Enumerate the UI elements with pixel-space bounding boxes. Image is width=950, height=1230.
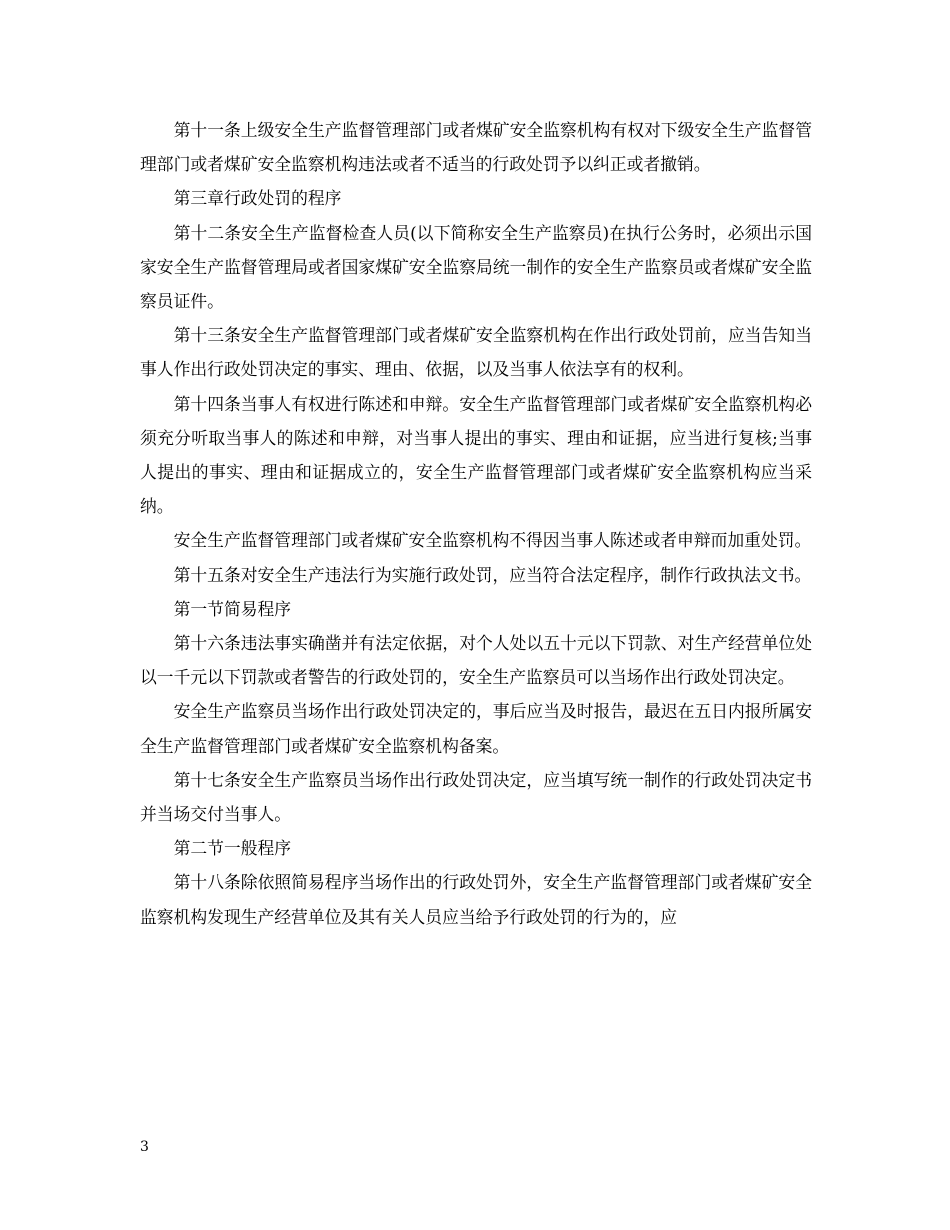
paragraph-article-16-continued: 安全生产监察员当场作出行政处罚决定的，事后应当及时报告，最迟在五日内报所属安全生产监督管理部门或者煤矿安全监察机构备案。 — [140, 701, 812, 756]
section-heading-2: 第二节一般程序 — [173, 838, 292, 859]
paragraph-article-14-continued: 安全生产监督管理部门或者煤矿安全监察机构不得因当事人陈述或者申辩而加重处罚。 — [173, 530, 812, 551]
document-body — [140, 113, 812, 934]
chapter-heading-3: 第三章行政处罚的程序 — [173, 188, 342, 209]
paragraph-article-18: 第十八条除依照简易程序当场作出的行政处罚外，安全生产监督管理部门或者煤矿安全监察机构发现生产经营单位及其有关人员应当给予行政处罚的行为的，应 — [140, 872, 812, 927]
paragraph-article-17: 第十七条安全生产监察员当场作出行政处罚决定，应当填写统一制作的行政处罚决定书并当场交付当事人。 — [140, 769, 812, 825]
paragraph-article-16: 第十六条违法事实确凿并有法定依据，对个人处以五十元以下罚款、对生产经营单位处以一千元以下罚款或者警告的行政处罚的，安全生产监察员可以当场作出行政处罚决定。 — [140, 633, 812, 688]
paragraph-article-11: 第十一条上级安全生产监督管理部门或者煤矿安全监察机构有权对下级安全生产监督管理部门或者煤矿安全监察机构违法或者不适当的行政处罚予以纠正或者撤销。 — [140, 120, 812, 175]
page-number: 3 — [140, 1139, 149, 1155]
paragraph-article-14: 第十四条当事人有权进行陈述和申辩。安全生产监督管理部门或者煤矿安全监察机构必须充分听取当事人的陈述和申辩，对当事人提出的事实、理由和证据，应当进行复核;当事人提出的事实、理由和证据成立的，安全生产监督管理部门或者煤矿安全监察机构应当采纳。 — [140, 393, 812, 517]
paragraph-article-13: 第十三条安全生产监督管理部门或者煤矿安全监察机构在作出行政处罚前，应当告知当事人作出行政处罚决定的事实、理由、依据，以及当事人依法享有的权利。 — [140, 325, 812, 380]
paragraph-article-15: 第十五条对安全生产违法行为实施行政处罚，应当符合法定程序，制作行政执法文书。 — [173, 564, 812, 585]
paragraph-article-12: 第十二条安全生产监督检查人员(以下简称安全生产监察员)在执行公务时，必须出示国家安全生产监督管理局或者国家煤矿安全监察局统一制作的安全生产监察员或者煤矿安全监察员证件。 — [140, 222, 812, 312]
section-heading-1: 第一节简易程序 — [173, 598, 292, 619]
